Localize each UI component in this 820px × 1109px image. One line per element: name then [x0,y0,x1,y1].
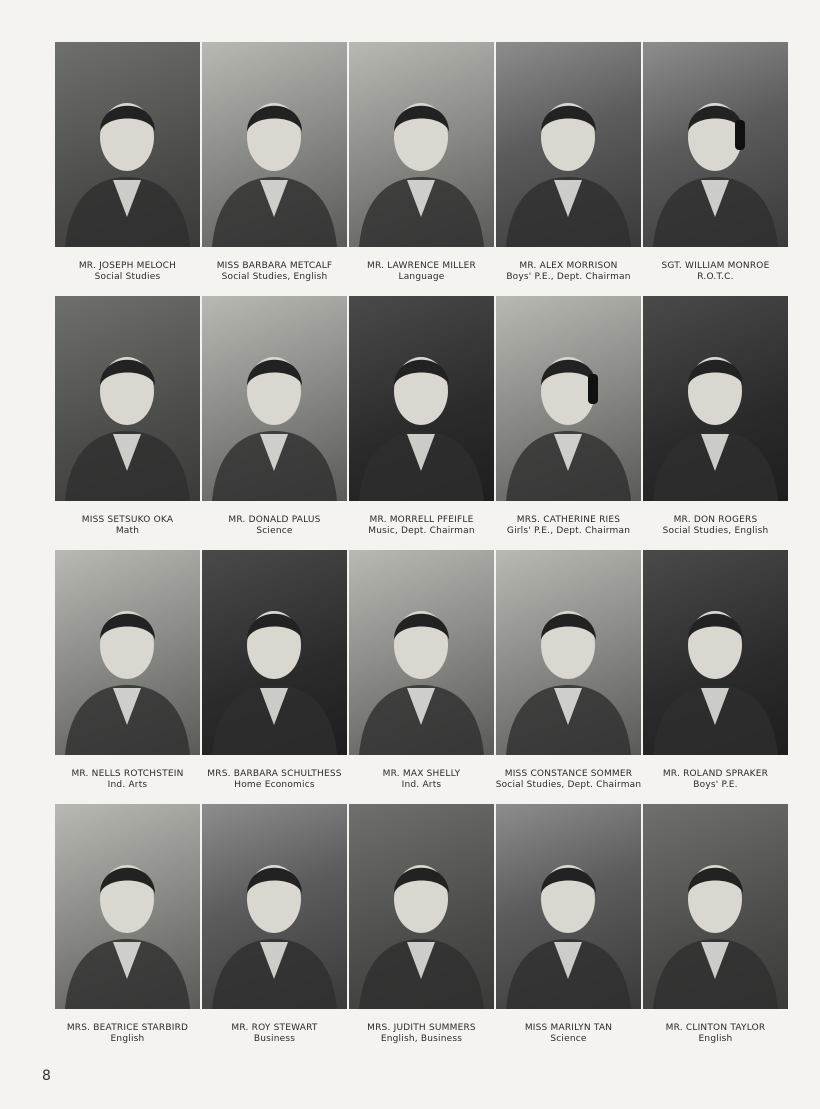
caption [490,769,647,791]
caption [196,515,353,537]
faculty-name: MISS BARBARA METCALF [216,261,333,271]
faculty-entry [349,550,494,800]
faculty-subject: Science [550,1034,587,1044]
faculty-name: SGT. WILLIAM MONROE [661,261,770,271]
caption [637,515,794,537]
portrait-photo [202,550,347,755]
caption [490,1023,647,1045]
faculty-entry [643,296,788,546]
caption [637,1023,794,1045]
portrait-photo [55,804,200,1009]
person-silhouette-icon [349,42,494,247]
faculty-subject: Science [256,526,293,536]
faculty-subject: Boys' P.E. [693,780,738,790]
caption [49,261,206,283]
person-silhouette-icon [496,42,641,247]
faculty-name: MRS. BEATRICE STARBIRD [66,1023,189,1033]
faculty-entry [55,804,200,1054]
faculty-subject: Language [398,272,445,282]
caption [196,769,353,791]
faculty-name: MR. LAWRENCE MILLER [367,261,476,271]
caption [343,769,500,791]
faculty-name: MRS. JUDITH SUMMERS [367,1023,476,1033]
portrait-photo [55,550,200,755]
portrait-photo [496,550,641,755]
faculty-subject: Home Economics [234,780,315,790]
faculty-subject: Social Studies, Dept. Chairman [495,780,642,790]
faculty-subject: R.O.T.C. [697,272,734,282]
person-silhouette-icon [496,804,641,1009]
portrait-photo [349,804,494,1009]
faculty-entry [643,550,788,800]
portrait-photo [202,804,347,1009]
faculty-entry [496,550,641,800]
portrait-photo [496,804,641,1009]
faculty-name: MR. CLINTON TAYLOR [665,1023,766,1033]
portrait-photo [55,296,200,501]
caption [343,261,500,283]
person-silhouette-icon [643,550,788,755]
person-silhouette-icon [349,296,494,501]
faculty-grid [55,42,788,1054]
caption [637,261,794,283]
caption [196,1023,353,1045]
faculty-entry [643,804,788,1054]
person-silhouette-icon [55,550,200,755]
portrait-photo [643,804,788,1009]
person-silhouette-icon [55,296,200,501]
person-silhouette-icon [202,550,347,755]
person-silhouette-icon [55,42,200,247]
portrait-photo [496,42,641,247]
faculty-entry [202,804,347,1054]
faculty-name: MRS. BARBARA SCHULTHESS [207,769,342,779]
caption [490,261,647,283]
faculty-entry [202,42,347,292]
faculty-entry [496,804,641,1054]
person-silhouette-icon [496,296,641,501]
faculty-name: MISS SETSUKO OKA [81,515,174,525]
faculty-entry [202,296,347,546]
caption [49,1023,206,1045]
faculty-name: MR. MAX SHELLY [382,769,461,779]
telephone-icon [735,120,745,150]
faculty-entry [349,804,494,1054]
portrait-photo [643,550,788,755]
caption [343,515,500,537]
faculty-subject: Ind. Arts [401,780,442,790]
faculty-entry [202,550,347,800]
person-silhouette-icon [496,550,641,755]
faculty-name: MISS CONSTANCE SOMMER [504,769,633,779]
faculty-name: MR. DONALD PALUS [228,515,321,525]
page-number: 8 [42,1068,51,1084]
caption [49,515,206,537]
faculty-name: MR. JOSEPH MELOCH [78,261,177,271]
faculty-entry [349,42,494,292]
person-silhouette-icon [643,42,788,247]
caption [49,769,206,791]
person-silhouette-icon [55,804,200,1009]
faculty-name: MR. ALEX MORRISON [519,261,618,271]
portrait-photo [496,296,641,501]
faculty-subject: Music, Dept. Chairman [368,526,475,536]
portrait-photo [202,296,347,501]
faculty-subject: Girls' P.E., Dept. Chairman [506,526,631,536]
person-silhouette-icon [643,296,788,501]
faculty-name: MR. ROY STEWART [231,1023,318,1033]
person-silhouette-icon [349,550,494,755]
caption [343,1023,500,1045]
caption [490,515,647,537]
faculty-subject: English [698,1034,733,1044]
faculty-subject: Social Studies, English [662,526,769,536]
portrait-photo [349,42,494,247]
faculty-entry [55,550,200,800]
faculty-subject: English, Business [380,1034,463,1044]
faculty-name: MR. MORRELL PFEIFLE [369,515,474,525]
faculty-name: MR. DON ROGERS [673,515,758,525]
person-silhouette-icon [202,42,347,247]
faculty-entry [55,42,200,292]
person-silhouette-icon [202,804,347,1009]
faculty-subject: Business [253,1034,296,1044]
faculty-subject: Social Studies, English [221,272,328,282]
faculty-subject: Ind. Arts [107,780,148,790]
caption [637,769,794,791]
person-silhouette-icon [643,804,788,1009]
portrait-photo [643,296,788,501]
faculty-entry [55,296,200,546]
faculty-subject: English [110,1034,145,1044]
faculty-name: MR. ROLAND SPRAKER [662,769,769,779]
faculty-entry [349,296,494,546]
portrait-photo [349,296,494,501]
caption [196,261,353,283]
faculty-subject: Boys' P.E., Dept. Chairman [506,272,631,282]
faculty-entry [496,42,641,292]
faculty-subject: Social Studies [94,272,161,282]
faculty-entry [643,42,788,292]
person-silhouette-icon [202,296,347,501]
portrait-photo [349,550,494,755]
telephone-icon [588,374,598,404]
person-silhouette-icon [349,804,494,1009]
faculty-subject: Math [115,526,140,536]
portrait-photo [643,42,788,247]
portrait-photo [55,42,200,247]
portrait-photo [202,42,347,247]
faculty-name: MRS. CATHERINE RIES [516,515,621,525]
faculty-name: MISS MARILYN TAN [524,1023,613,1033]
faculty-entry [496,296,641,546]
faculty-name: MR. NELLS ROTCHSTEIN [71,769,184,779]
